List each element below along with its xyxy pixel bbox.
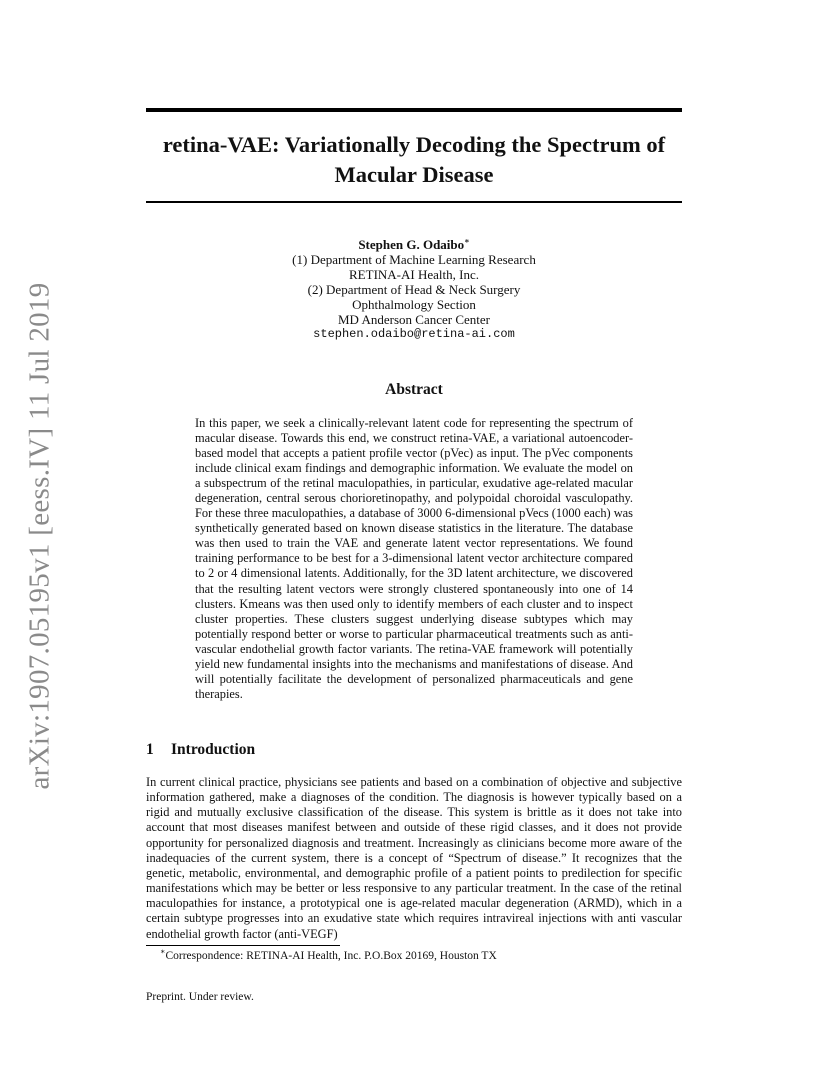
section-heading-introduction [146, 741, 255, 759]
affiliation-line-2: RETINA-AI Health, Inc. [349, 267, 479, 282]
author-email[interactable]: stephen.odaibo@retina-ai.com [313, 327, 515, 341]
footnote [160, 947, 497, 962]
affiliation-line-1: (1) Department of Machine Learning Research [292, 252, 536, 267]
footnote-text: Correspondence: RETINA-AI Health, Inc. P.O.Box 20169, Houston TX [165, 950, 497, 962]
footnote-rule [146, 945, 340, 946]
abstract-text: In this paper, we seek a clinically-relevant latent code for representing the spectrum of macular disease. Towards this end, we construct retina-VAE, a variational autoencoder-based model that accepts a patient profile vector (pVec) as input. The pVec components include clinical exam findings and demographic information. We evaluate the model on a subspectrum of the retinal maculopathies, in particular, exudative age-related macular degeneration, central serous chorioretinopathy, and polypoidal choroidal vasculopathy. For these three maculopathies, a database of 3000 6-dimensional pVecs (1000 each) was synthetically generated based on known disease statistics in the literature. The database was then used to train the VAE and generate latent vector representations. We found training performance to be best for a 3-dimensional latent vector architecture compared to 2 or 4 dimensional latents. Additionally, for the 3D latent architecture, we discovered that the resulting latent vectors were strongly clustered spontaneously into one of 14 clusters. Kmeans was then used only to identify members of each cluster and to inspect cluster properties. These clusters suggest underlying disease subtypes which may potentially respond better or worse to particular pharmaceutical treatments such as anti-vascular endothelial growth factor variants. The retina-VAE framework will potentially yield new fundamental insights into the mechanisms and manifestations of disease. And will potentially facilitate the development of personalized pharmaceuticals and gene therapies. [195, 416, 634, 701]
title-top-rule [146, 108, 682, 112]
author-footnote-mark: ∗ [464, 236, 470, 246]
affiliation-line-5: MD Anderson Cancer Center [338, 312, 490, 327]
arxiv-stamp: arXiv:1907.05195v1 [eess.IV] 11 Jul 2019 [23, 282, 56, 790]
author-name: Stephen G. Odaibo [358, 237, 465, 252]
section-number: 1 [146, 741, 154, 758]
abstract-heading: Abstract [385, 381, 443, 398]
affiliation-line-3: (2) Department of Head & Neck Surgery [307, 282, 521, 297]
preprint-note: Preprint. Under review. [146, 991, 254, 1003]
title-line-2: Macular Disease [334, 162, 494, 187]
affiliation-line-4: Ophthalmology Section [352, 297, 476, 312]
section-title: Introduction [171, 741, 256, 758]
title-bottom-rule [146, 201, 682, 203]
author-block [146, 237, 682, 342]
footnote-mark: ∗ [160, 947, 166, 957]
author-name-line [146, 237, 682, 252]
introduction-text: In current clinical practice, physicians see patients and based on a combination of objective and subjective information gathered, make a diagnoses of the condition. The diagnosis is however typically based on a rigid and mutually exclusive classification of the disease. This system is brittle as it does not take into account that most diseases manifest between and outside of these rigid classes, and it does not provide opportunity for personalized diagnosis and treatment. Increasingly as clinicians become more aware of the inadequacies of the current system, there is a concept of “Spectrum of disease.” It recognizes that the genetic, metabolic, environmental, and demographic profile of a patient points to predilection for specific manifestations which may be better or less responsive to any particular treatment. In the case of the retinal maculopathies for instance, a prototypical one is age-related macular degeneration (ARMD), which in a certain subtype progresses into an exudative state which requires intravireal injections with anti vascular endothelial growth factor (anti-VEGF) [146, 775, 682, 941]
title-line-1: retina-VAE: Variationally Decoding the Spectrum of [162, 132, 666, 157]
paper-title [146, 130, 682, 190]
